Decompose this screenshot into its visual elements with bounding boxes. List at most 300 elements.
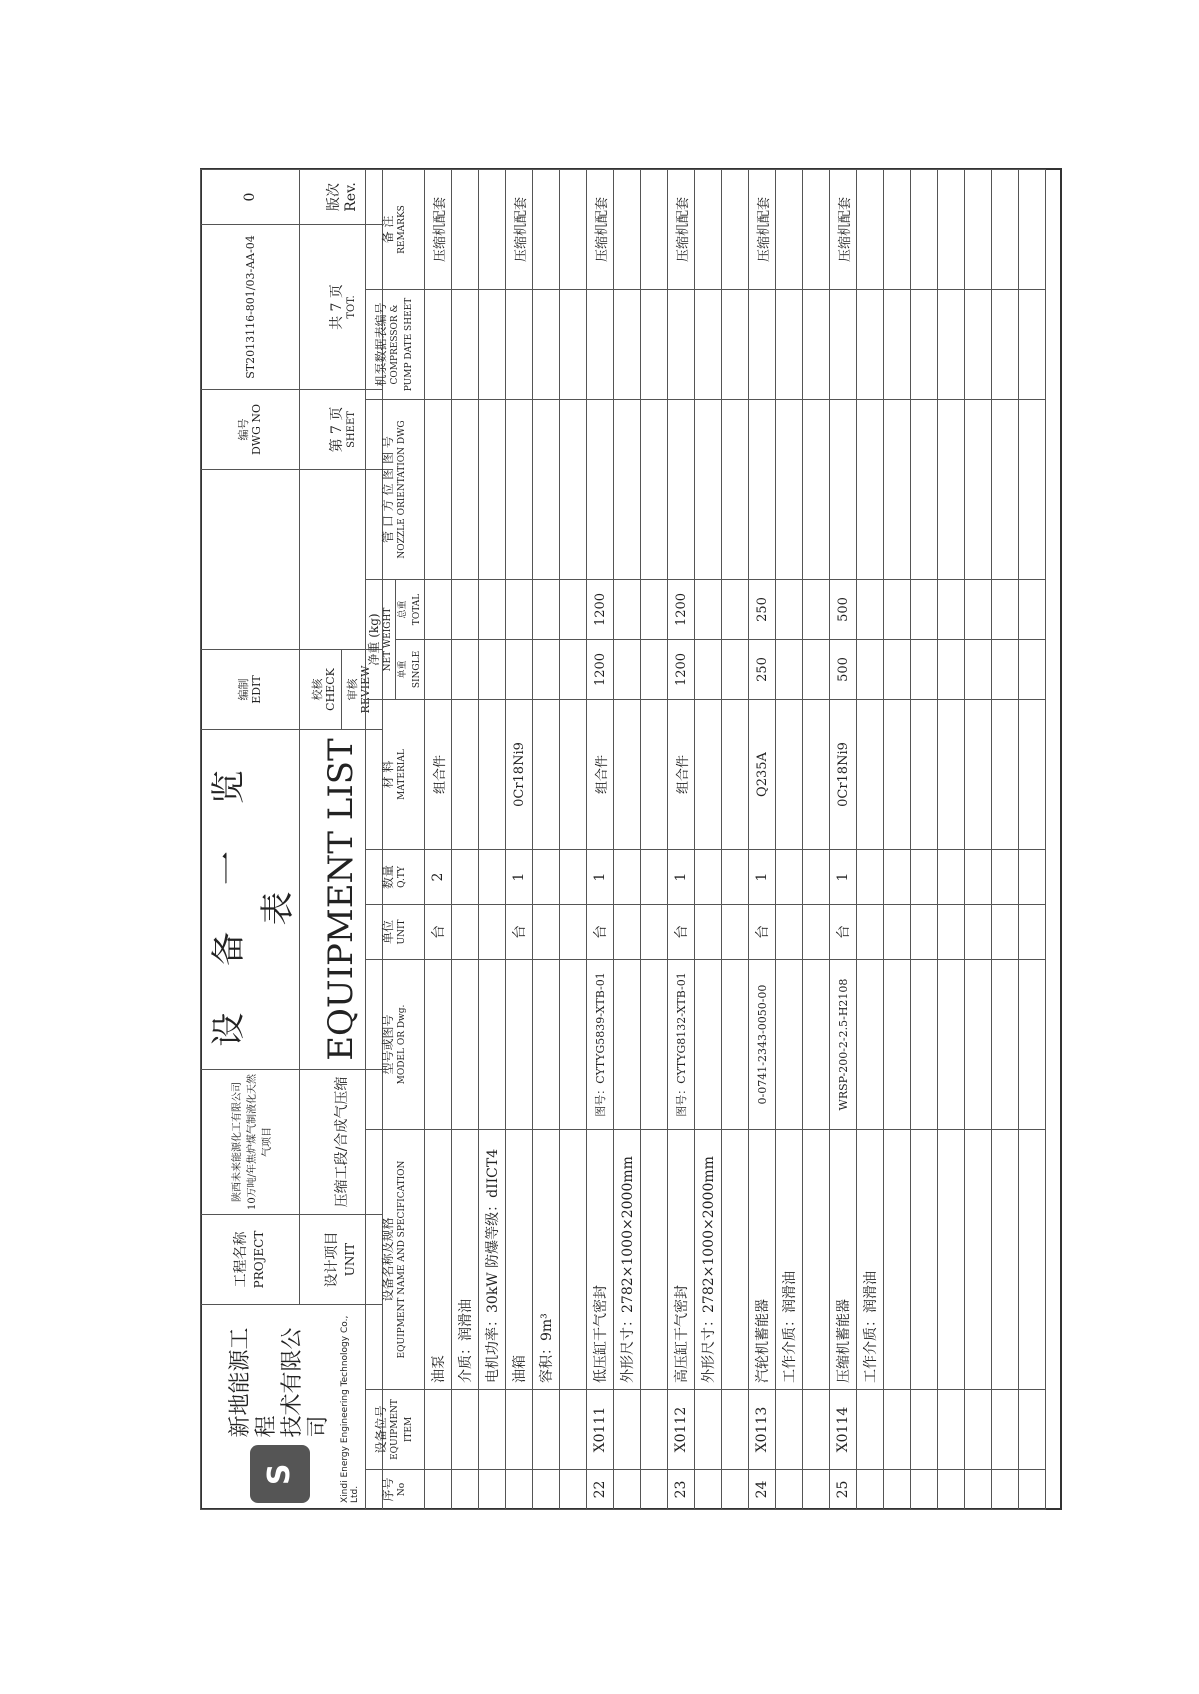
cell-unit <box>857 905 884 960</box>
cell-spec: 高压缸干气密封 <box>668 1130 695 1390</box>
cell-pump-sheet <box>1019 290 1046 400</box>
cell-pump-sheet <box>506 290 533 400</box>
cell-no <box>857 1470 884 1510</box>
cell-single-weight <box>992 640 1019 700</box>
cell-nozzle <box>668 400 695 580</box>
cell-remarks <box>641 170 668 290</box>
cell-no <box>479 1470 506 1510</box>
cell-qty <box>965 850 992 905</box>
cell-material <box>479 700 506 850</box>
cell-model <box>803 960 830 1130</box>
cell-unit <box>992 905 1019 960</box>
cell-material: 组合件 <box>425 700 452 850</box>
cell-nozzle <box>614 400 641 580</box>
cell-qty <box>641 850 668 905</box>
cell-total-weight <box>533 580 560 640</box>
cell-unit <box>965 905 992 960</box>
cell-model <box>722 960 749 1130</box>
cell-nozzle <box>938 400 965 580</box>
cell-item <box>803 1390 830 1470</box>
cell-no <box>803 1470 830 1510</box>
cell-spec <box>722 1130 749 1390</box>
cell-unit <box>560 905 587 960</box>
table-row <box>830 170 857 1510</box>
col-pump: 机泵数据表编号 COMPRESSOR & PUMP DATE SHEET <box>366 290 425 400</box>
cell-pump-sheet <box>965 290 992 400</box>
table-row <box>884 170 911 1510</box>
cell-pump-sheet <box>803 290 830 400</box>
cell-material <box>938 700 965 850</box>
cell-remarks <box>533 170 560 290</box>
cell-qty: 1 <box>668 850 695 905</box>
cell-remarks: 压缩机配套 <box>425 170 452 290</box>
cell-single-weight <box>452 640 479 700</box>
cell-pump-sheet <box>749 290 776 400</box>
cell-no <box>722 1470 749 1510</box>
cell-total-weight: 1200 <box>668 580 695 640</box>
col-model: 型号或图号 MODEL OR Dwg. <box>366 960 425 1130</box>
cell-nozzle <box>749 400 776 580</box>
cell-remarks <box>479 170 506 290</box>
rev-label: 版次 Rev. <box>300 169 383 224</box>
cell-qty <box>992 850 1019 905</box>
cell-qty <box>803 850 830 905</box>
cell-pump-sheet <box>560 290 587 400</box>
cell-material <box>641 700 668 850</box>
cell-single-weight <box>911 640 938 700</box>
cell-single-weight <box>425 640 452 700</box>
cell-pump-sheet <box>641 290 668 400</box>
cell-model <box>911 960 938 1130</box>
cell-unit <box>1019 905 1046 960</box>
cell-item <box>1019 1390 1046 1470</box>
table-row <box>857 170 884 1510</box>
cell-total-weight <box>803 580 830 640</box>
cell-spec: 低压缸干气密封 <box>587 1130 614 1390</box>
cell-single-weight <box>533 640 560 700</box>
cell-remarks: 压缩机配套 <box>830 170 857 290</box>
cell-spec <box>884 1130 911 1390</box>
cell-qty: 2 <box>425 850 452 905</box>
cell-remarks <box>884 170 911 290</box>
cell-unit <box>803 905 830 960</box>
cell-item <box>965 1390 992 1470</box>
cell-remarks <box>614 170 641 290</box>
cell-single-weight: 500 <box>830 640 857 700</box>
cell-remarks: 压缩机配套 <box>668 170 695 290</box>
cell-pump-sheet <box>425 290 452 400</box>
table-row <box>668 170 695 1510</box>
table-row <box>425 170 452 1510</box>
cell-total-weight <box>425 580 452 640</box>
cell-item <box>425 1390 452 1470</box>
cell-nozzle <box>965 400 992 580</box>
cell-item <box>911 1390 938 1470</box>
cell-spec: 工作介质：润滑油 <box>857 1130 884 1390</box>
cell-item: X0111 <box>587 1390 614 1470</box>
cell-item <box>506 1390 533 1470</box>
cell-spec <box>641 1130 668 1390</box>
cell-model <box>695 960 722 1130</box>
table-row <box>803 170 830 1510</box>
cell-no <box>965 1470 992 1510</box>
cell-unit: 台 <box>830 905 857 960</box>
cell-single-weight <box>884 640 911 700</box>
cell-nozzle <box>884 400 911 580</box>
cell-spec: 汽轮机蓄能器 <box>749 1130 776 1390</box>
cell-nozzle <box>506 400 533 580</box>
cell-no <box>695 1470 722 1510</box>
cell-single-weight <box>722 640 749 700</box>
cell-nozzle <box>776 400 803 580</box>
cell-remarks <box>722 170 749 290</box>
cell-material: 组合件 <box>668 700 695 850</box>
cell-pump-sheet <box>587 290 614 400</box>
cell-single-weight: 250 <box>749 640 776 700</box>
cell-spec <box>803 1130 830 1390</box>
cell-material <box>722 700 749 850</box>
cell-no <box>884 1470 911 1510</box>
cell-nozzle <box>1019 400 1046 580</box>
dwg-number: ST2013116-801/03-AA-04 <box>201 224 300 389</box>
cell-item <box>479 1390 506 1470</box>
cell-qty <box>695 850 722 905</box>
cell-single-weight <box>560 640 587 700</box>
project-value: 陕西未来能源化工有限公司 10万吨/年焦炉煤气制液化天然气项目 <box>201 1070 300 1215</box>
cell-total-weight <box>965 580 992 640</box>
cell-no: 22 <box>587 1470 614 1510</box>
cell-unit: 台 <box>668 905 695 960</box>
cell-model <box>992 960 1019 1130</box>
cell-remarks <box>857 170 884 290</box>
cell-qty <box>938 850 965 905</box>
cell-model: 图号：CYTYG5839-XTB-01 <box>587 960 614 1130</box>
cell-nozzle <box>533 400 560 580</box>
cell-unit: 台 <box>506 905 533 960</box>
cell-total-weight: 500 <box>830 580 857 640</box>
cell-single-weight <box>857 640 884 700</box>
cell-nozzle <box>722 400 749 580</box>
cell-nozzle <box>695 400 722 580</box>
cell-no <box>938 1470 965 1510</box>
cell-pump-sheet <box>668 290 695 400</box>
table-row <box>722 170 749 1510</box>
cell-model <box>965 960 992 1130</box>
cell-nozzle <box>857 400 884 580</box>
cell-item: X0114 <box>830 1390 857 1470</box>
cell-total-weight <box>479 580 506 640</box>
col-material: 材 料 MATERIAL <box>366 700 425 850</box>
sheet-number: 第 7 页 SHEET <box>300 390 383 470</box>
cell-item <box>992 1390 1019 1470</box>
project-label: 工程名称 PROJECT <box>201 1215 300 1305</box>
cell-total-weight <box>695 580 722 640</box>
cell-model <box>776 960 803 1130</box>
cell-pump-sheet <box>695 290 722 400</box>
cell-unit: 台 <box>425 905 452 960</box>
cell-pump-sheet <box>911 290 938 400</box>
cell-pump-sheet <box>884 290 911 400</box>
cell-total-weight <box>884 580 911 640</box>
cell-unit <box>776 905 803 960</box>
cell-remarks <box>452 170 479 290</box>
cell-item <box>776 1390 803 1470</box>
cell-unit <box>479 905 506 960</box>
cell-item <box>452 1390 479 1470</box>
cell-item <box>695 1390 722 1470</box>
cell-qty: 1 <box>506 850 533 905</box>
cell-nozzle <box>641 400 668 580</box>
cell-qty <box>776 850 803 905</box>
cell-total-weight <box>452 580 479 640</box>
cell-material <box>533 700 560 850</box>
cell-model: 图号：CYTYG8132-XTB-01 <box>668 960 695 1130</box>
cell-no <box>641 1470 668 1510</box>
cell-item <box>938 1390 965 1470</box>
cell-qty <box>479 850 506 905</box>
cell-model <box>560 960 587 1130</box>
col-spec: 设备名称及规格 EQUIPMENT NAME AND SPECIFICATION <box>366 1130 425 1390</box>
cell-qty <box>1019 850 1046 905</box>
cell-remarks <box>695 170 722 290</box>
table-row <box>452 170 479 1510</box>
table-row <box>560 170 587 1510</box>
cell-total-weight <box>938 580 965 640</box>
cell-total-weight <box>722 580 749 640</box>
col-weight: 净重 (kg) NET WEIGHT 单重 SINGLE 总重 TOTAL <box>366 580 425 700</box>
cell-qty <box>560 850 587 905</box>
cell-item <box>533 1390 560 1470</box>
cell-single-weight <box>803 640 830 700</box>
cell-single-weight <box>614 640 641 700</box>
cell-total-weight: 250 <box>749 580 776 640</box>
unit-label: 设计项目 UNIT <box>300 1215 383 1305</box>
equipment-table <box>365 170 1060 1510</box>
cell-remarks <box>965 170 992 290</box>
cell-material: 组合件 <box>587 700 614 850</box>
cell-single-weight: 1200 <box>668 640 695 700</box>
cell-model <box>479 960 506 1130</box>
cell-total-weight <box>1019 580 1046 640</box>
col-qty: 数量 Q.TY <box>366 850 425 905</box>
company-logo-cell <box>201 1305 383 1510</box>
cell-unit <box>452 905 479 960</box>
table-row <box>992 170 1019 1510</box>
cell-nozzle <box>803 400 830 580</box>
cell-item <box>884 1390 911 1470</box>
cell-remarks <box>938 170 965 290</box>
unit-value: 压缩工段/合成气压缩 <box>300 1070 383 1215</box>
cell-pump-sheet <box>533 290 560 400</box>
cell-nozzle <box>560 400 587 580</box>
cell-pump-sheet <box>776 290 803 400</box>
cell-pump-sheet <box>452 290 479 400</box>
cell-material <box>884 700 911 850</box>
cell-total-weight <box>992 580 1019 640</box>
table-row <box>749 170 776 1510</box>
cell-single-weight <box>479 640 506 700</box>
cell-qty <box>722 850 749 905</box>
cell-pump-sheet <box>479 290 506 400</box>
cell-qty: 1 <box>749 850 776 905</box>
table-row <box>938 170 965 1510</box>
cell-item: X0112 <box>668 1390 695 1470</box>
cell-material: 0Cr18Ni9 <box>506 700 533 850</box>
cell-unit: 台 <box>587 905 614 960</box>
cell-unit <box>911 905 938 960</box>
cell-qty: 1 <box>587 850 614 905</box>
title-block <box>200 170 372 1510</box>
cell-spec <box>965 1130 992 1390</box>
cell-model <box>614 960 641 1130</box>
cell-unit <box>938 905 965 960</box>
edit-signature <box>201 470 300 650</box>
table-row <box>533 170 560 1510</box>
cell-remarks <box>560 170 587 290</box>
cell-qty <box>911 850 938 905</box>
cell-unit <box>884 905 911 960</box>
cell-remarks <box>911 170 938 290</box>
cell-model <box>938 960 965 1130</box>
cell-spec <box>938 1130 965 1390</box>
cell-single-weight <box>695 640 722 700</box>
cell-nozzle <box>911 400 938 580</box>
table-body <box>425 170 1046 1510</box>
cell-spec: 外形尺寸：2782×1000×2000mm <box>695 1130 722 1390</box>
cell-material <box>776 700 803 850</box>
cell-material <box>992 700 1019 850</box>
cell-remarks <box>992 170 1019 290</box>
cell-model <box>857 960 884 1130</box>
cell-model <box>533 960 560 1130</box>
cell-item: X0113 <box>749 1390 776 1470</box>
table-row <box>911 170 938 1510</box>
cell-nozzle <box>830 400 857 580</box>
cell-spec: 油箱 <box>506 1130 533 1390</box>
cell-total-weight: 1200 <box>587 580 614 640</box>
table-row <box>614 170 641 1510</box>
cell-qty <box>884 850 911 905</box>
table-row <box>695 170 722 1510</box>
cell-no <box>911 1470 938 1510</box>
cell-model <box>452 960 479 1130</box>
cell-remarks: 压缩机配套 <box>587 170 614 290</box>
cell-pump-sheet <box>857 290 884 400</box>
company-logo-icon: S <box>250 1446 310 1504</box>
cell-unit <box>614 905 641 960</box>
cell-total-weight <box>857 580 884 640</box>
cell-spec <box>992 1130 1019 1390</box>
table-row <box>587 170 614 1510</box>
cell-pump-sheet <box>992 290 1019 400</box>
check-review-labels: 校核 CHECK 审核 REVIEW <box>300 650 383 730</box>
cell-material <box>965 700 992 850</box>
cell-nozzle <box>587 400 614 580</box>
cell-single-weight <box>641 640 668 700</box>
cell-model <box>884 960 911 1130</box>
cell-item <box>857 1390 884 1470</box>
edit-label: 编制 EDIT <box>201 650 300 730</box>
cell-material <box>452 700 479 850</box>
cell-item <box>722 1390 749 1470</box>
table-row <box>506 170 533 1510</box>
cell-material <box>614 700 641 850</box>
cell-spec: 压缩机蓄能器 <box>830 1130 857 1390</box>
total-sheets: 共 7 页 TOT. <box>300 224 383 389</box>
cell-unit: 台 <box>749 905 776 960</box>
cell-remarks <box>1019 170 1046 290</box>
cell-qty <box>533 850 560 905</box>
cell-spec: 电机功率：30kW 防爆等级：dIICT4 <box>479 1130 506 1390</box>
cell-spec: 容积：9m³ <box>533 1130 560 1390</box>
cell-unit <box>641 905 668 960</box>
cell-model <box>506 960 533 1130</box>
cell-pump-sheet <box>830 290 857 400</box>
cell-material <box>695 700 722 850</box>
col-nozzle: 管 口 方 位 图 图 号 NOZZLE ORIENTATION DWG <box>366 400 425 580</box>
cell-material <box>803 700 830 850</box>
col-no: 序号 No <box>366 1470 425 1510</box>
cell-single-weight <box>938 640 965 700</box>
cell-nozzle <box>452 400 479 580</box>
cell-unit <box>533 905 560 960</box>
cell-model <box>641 960 668 1130</box>
cell-model: 0-0741-2343-0050-00 <box>749 960 776 1130</box>
cell-no <box>776 1470 803 1510</box>
table-row <box>965 170 992 1510</box>
cell-no <box>992 1470 1019 1510</box>
cell-remarks: 压缩机配套 <box>506 170 533 290</box>
cell-total-weight <box>614 580 641 640</box>
cell-total-weight <box>506 580 533 640</box>
title-en: EQUIPMENT LIST <box>300 730 383 1070</box>
cell-spec <box>1019 1130 1046 1390</box>
table-row <box>776 170 803 1510</box>
cell-no <box>425 1470 452 1510</box>
cell-qty <box>614 850 641 905</box>
cell-qty <box>857 850 884 905</box>
cell-model: WRSP-200-2-2.5-H2108 <box>830 960 857 1130</box>
cell-item <box>614 1390 641 1470</box>
cell-pump-sheet <box>614 290 641 400</box>
cell-no: 25 <box>830 1470 857 1510</box>
cell-material: Q235A <box>749 700 776 850</box>
cell-spec: 外形尺寸：2782×1000×2000mm <box>614 1130 641 1390</box>
cell-spec: 工作介质：润滑油 <box>776 1130 803 1390</box>
rev-value: 0 <box>201 169 300 224</box>
table-row <box>1019 170 1046 1510</box>
cell-material <box>857 700 884 850</box>
cell-spec <box>560 1130 587 1390</box>
col-remarks: 备 注 REMARKS <box>366 170 425 290</box>
dwg-label: 编号 DWG NO <box>201 390 300 470</box>
cell-unit <box>695 905 722 960</box>
company-name-en: Xindi Energy Engineering Technology Co., Ltd. <box>339 1315 360 1503</box>
table-row <box>479 170 506 1510</box>
col-item: 设备位号 EQUIPMENT ITEM <box>366 1390 425 1470</box>
cell-no <box>533 1470 560 1510</box>
company-name: 新地能源工程 技术有限公司 <box>227 1327 331 1438</box>
cell-total-weight <box>776 580 803 640</box>
cell-spec: 油泵 <box>425 1130 452 1390</box>
cell-unit <box>722 905 749 960</box>
cell-no <box>452 1470 479 1510</box>
cell-no <box>1019 1470 1046 1510</box>
cell-model <box>425 960 452 1130</box>
cell-single-weight <box>776 640 803 700</box>
cell-remarks <box>776 170 803 290</box>
cell-pump-sheet <box>722 290 749 400</box>
